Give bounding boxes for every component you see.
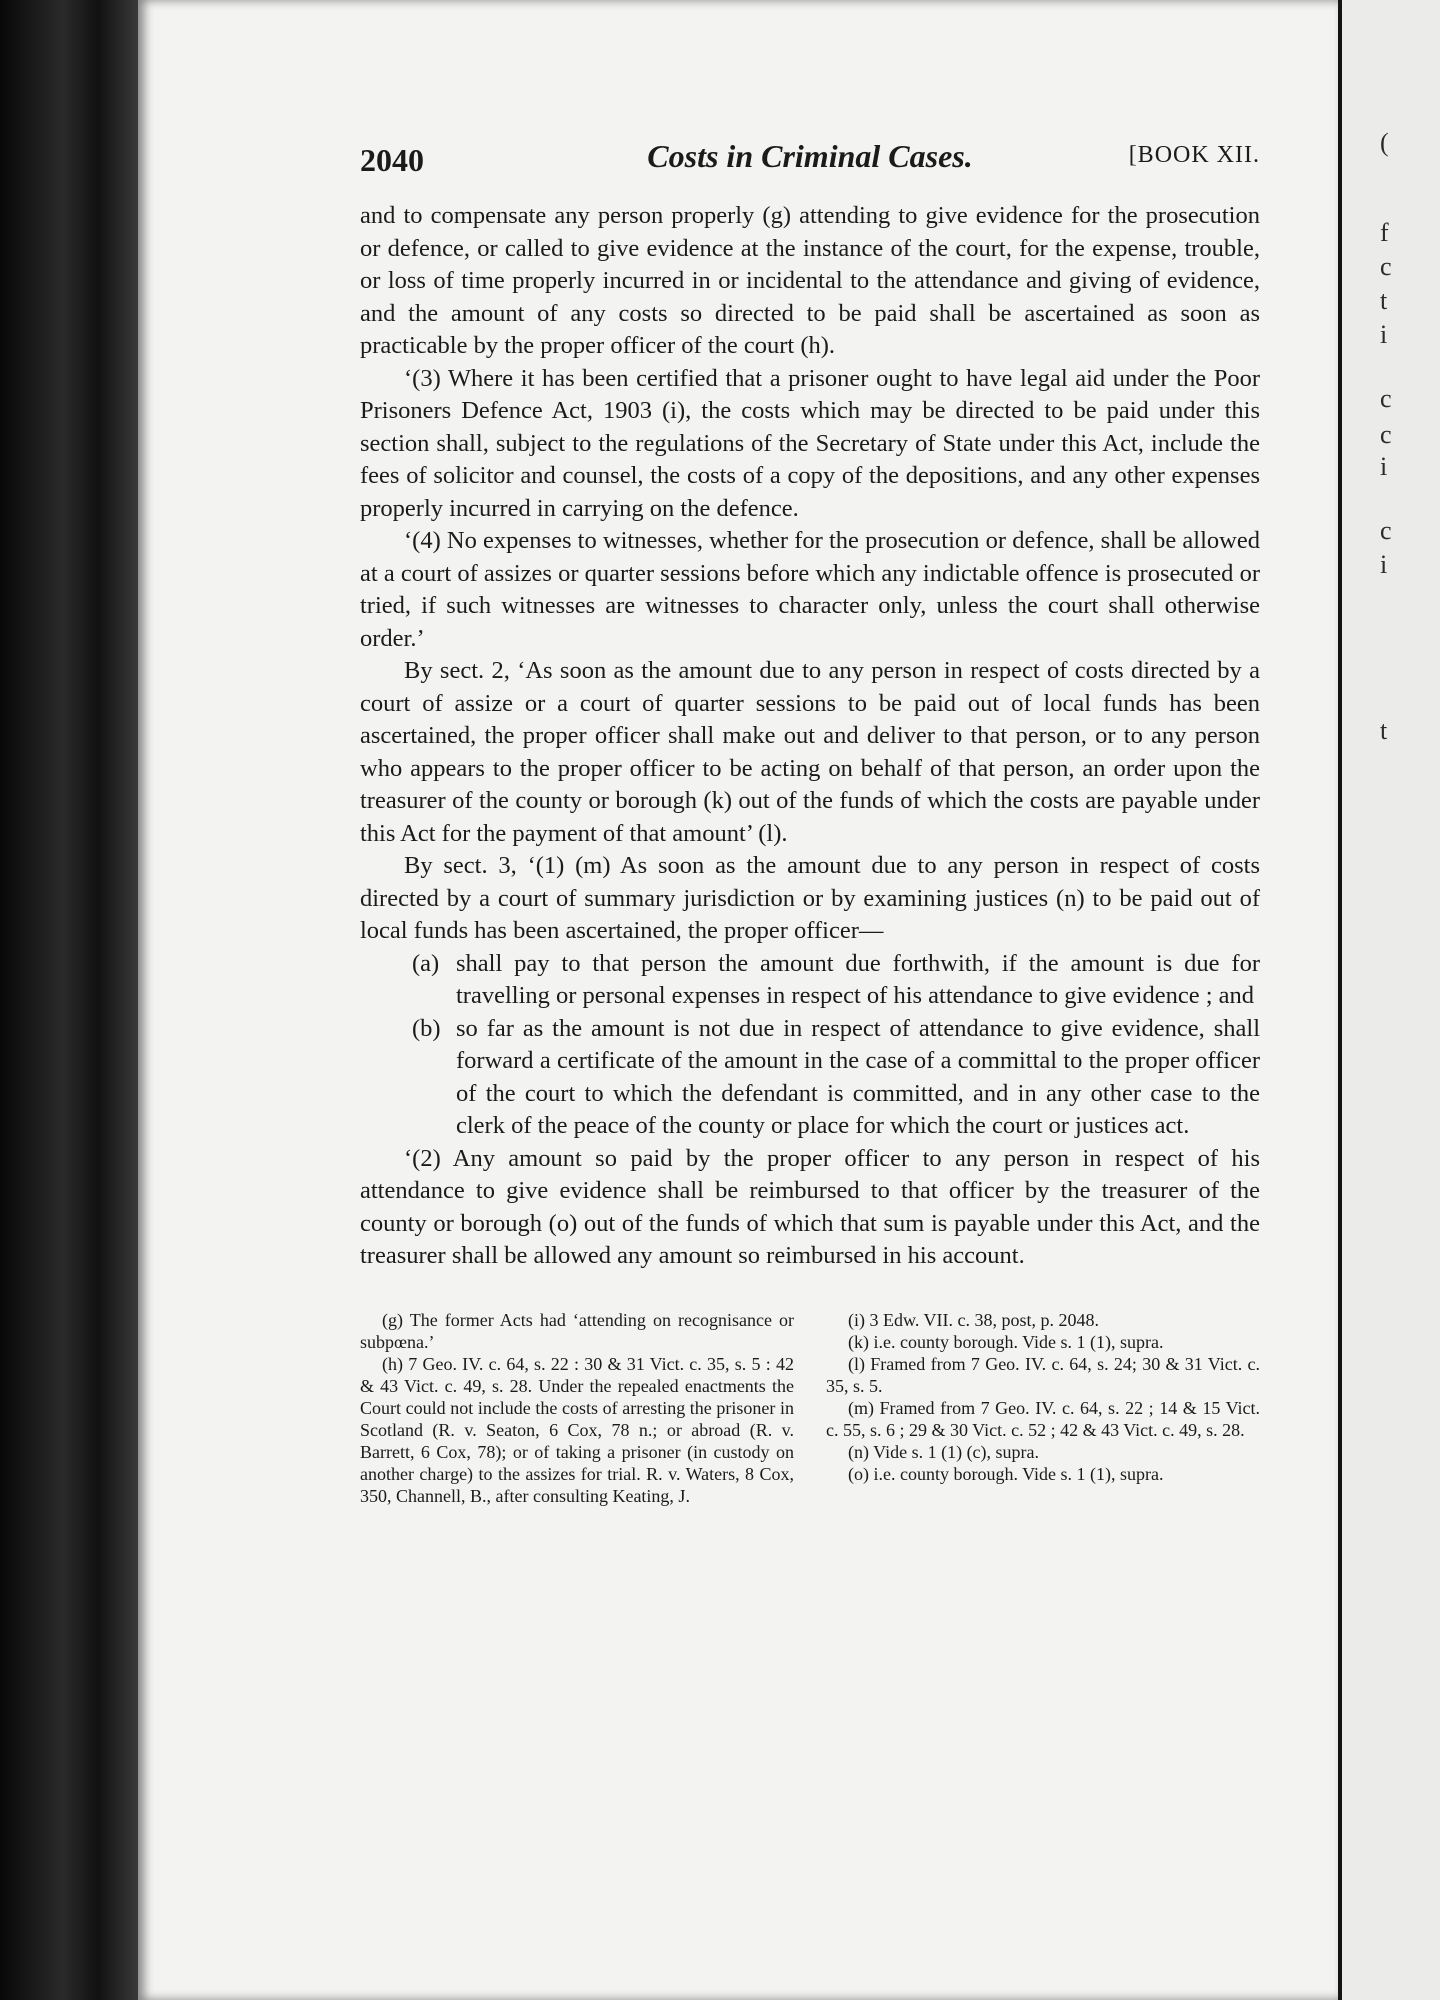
facing-page-fragment: t — [1380, 286, 1388, 315]
footnote: (n) Vide s. 1 (1) (c), supra. — [848, 1441, 1040, 1462]
footnote: (i) 3 Edw. VII. c. 38, post, p. 2048. — [848, 1309, 1099, 1330]
facing-page-fragment: ( — [1380, 128, 1389, 157]
facing-page-fragment: i — [1380, 320, 1388, 349]
facing-page-fragment: f — [1380, 218, 1389, 247]
page-number: 2040 — [360, 142, 424, 178]
book-reference: [BOOK XII. — [1128, 142, 1260, 168]
paragraph: By sect. 3, ‘(1) (m) As soon as the amount due to any person in respect of costs directed by a court of summary jurisdiction or by examining justices (n) to be paid out of local funds has been ascertained, the proper officer— — [360, 852, 1260, 944]
running-title: Costs in Criminal Cases. — [647, 138, 973, 174]
body-text — [360, 200, 1260, 1273]
facing-page-fragment: i — [1380, 550, 1388, 579]
footnote: (l) Framed from 7 Geo. IV. c. 64, s. 24; 30 & 31 Vict. c. 35, s. 5. — [826, 1353, 1260, 1396]
facing-page-fragment: c — [1380, 420, 1392, 449]
paragraph: ‘(4) No expenses to witnesses, whether for the prosecution or defence, shall be allowed at a court of assizes or quarter sessions before which any indictable offence is prosecuted or tried, if such witnesses are witnesses to character only, unless the court shall otherwise order.’ — [360, 527, 1260, 652]
facing-page-edge — [1338, 0, 1440, 2000]
list-item-marker: (a) — [412, 949, 440, 977]
list-item-text: so far as the amount is not due in respect of attendance to give evidence, shall forward a certificate of the amount in the case of a committal to the proper officer of the court to which the defendant is committed, and in any other case to the clerk of the peace of the county or place for which the court or justices act. — [456, 1014, 1260, 1139]
facing-page-fragment: c — [1380, 516, 1392, 545]
footnote: (k) i.e. county borough. Vide s. 1 (1), supra. — [848, 1331, 1164, 1352]
facing-page-fragment: t — [1380, 716, 1388, 745]
paragraph: By sect. 2, ‘As soon as the amount due to any person in respect of costs directed by a court of assize or a court of quarter sessions to be paid out of local funds has been ascertained, the proper officer shall make out and deliver to that person, or to any person who appears to the proper officer to be acting on behalf of that person, an order upon the treasurer of the county or borough (k) out of the funds of which the costs are payable under this Act for the payment of that amount’ (l). — [360, 657, 1260, 847]
facing-page-fragment: c — [1380, 384, 1392, 413]
footnote: (g) The former Acts had ‘attending on recognisance or subpœna.’ — [360, 1309, 794, 1352]
paragraph: ‘(3) Where it has been certified that a prisoner ought to have legal aid under the Poor Prisoners Defence Act, 1903 (i), the costs which may be directed to be paid under this section shall, subject to the regulations of the Secretary of State under this Act, include the fees of solicitor and counsel, the costs of a copy of the depositions, and any other expenses properly incurred in carrying on the defence. — [360, 364, 1260, 522]
footnote: (h) 7 Geo. IV. c. 64, s. 22 : 30 & 31 Vict. c. 35, s. 5 : 42 & 43 Vict. c. 49, s. 28. Under the repealed enactments the Court could not include the costs of arresting the prisoner in Scotland (R. v. Seaton, 6 Cox, 78 n.; or abroad (R. v. Barrett, 6 Cox, 78); or of taking a prisoner (in custody on another charge) to the assizes for trial. R. v. Waters, 8 Cox, 350, Channell, B., after consulting Keating, J. — [360, 1353, 794, 1506]
list-item-marker: (b) — [412, 1014, 441, 1042]
facing-page-fragment: c — [1380, 252, 1392, 281]
page-content — [360, 130, 1260, 1507]
footnote: (m) Framed from 7 Geo. IV. c. 64, s. 22 ; 14 & 15 Vict. c. 55, s. 6 ; 29 & 30 Vict. c. 52 ; 42 & 43 Vict. c. 49, s. 28. — [826, 1397, 1260, 1440]
list-item-text: shall pay to that person the amount due forthwith, if the amount is due for travelling or personal expenses in respect of his attendance to give evidence ; and — [456, 949, 1260, 1009]
footnotes-left-column — [360, 1309, 794, 1507]
list-item — [412, 1013, 1260, 1143]
facing-page-fragment: i — [1380, 452, 1388, 481]
paragraph: and to compensate any person properly (g) attending to give evidence for the prosecution or defence, or called to give evidence at the instance of the court, for the expense, trouble, or loss of time properly incurred in or incidental to the attendance and giving of evidence, and the amount of any costs so directed to be paid shall be ascertained as soon as practicable by the proper officer of the court (h). — [360, 202, 1260, 359]
list-item — [412, 948, 1260, 1013]
paragraph: ‘(2) Any amount so paid by the proper officer to any person in respect of his attendance to give evidence shall be reimbursed to that officer by the treasurer of the county or borough (o) out of the funds of which that sum is payable under this Act, and the treasurer shall be allowed any amount so reimbursed in his account. — [360, 1144, 1260, 1269]
footnote: (o) i.e. county borough. Vide s. 1 (1), supra. — [848, 1463, 1164, 1484]
footnotes-right-column — [826, 1309, 1260, 1507]
running-header — [360, 130, 1260, 200]
book-binding-edge — [0, 0, 140, 2000]
footnotes — [360, 1309, 1260, 1507]
